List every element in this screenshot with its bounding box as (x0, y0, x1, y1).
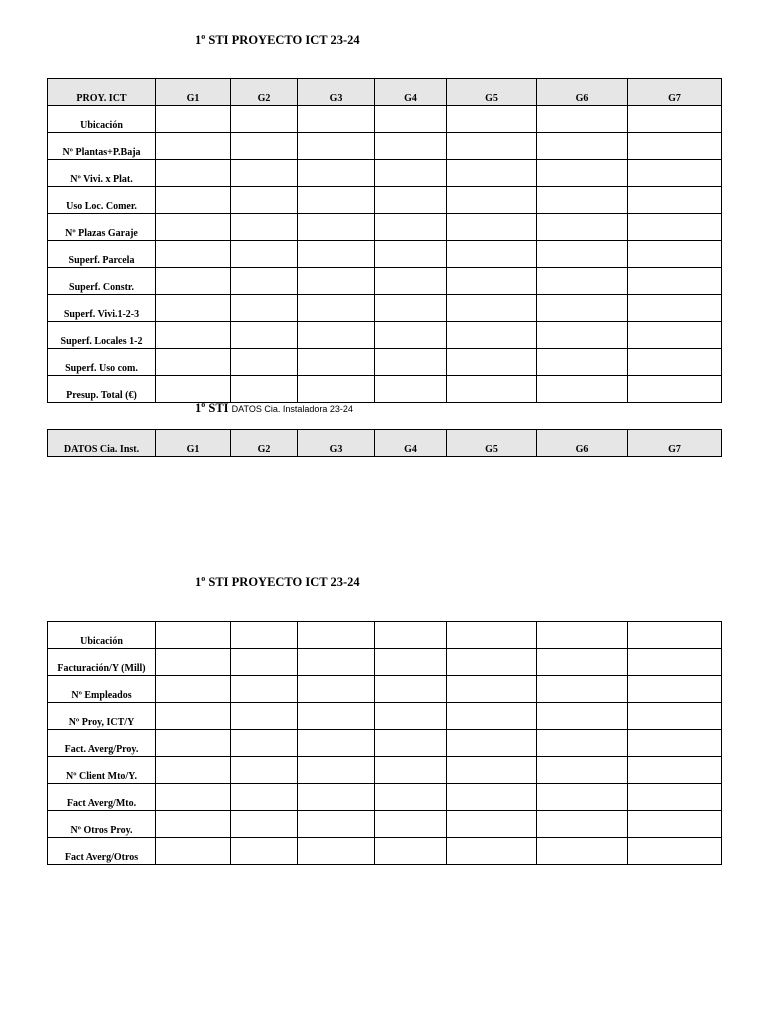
data-cell-g5[interactable] (447, 268, 537, 295)
data-cell-g5[interactable] (447, 187, 537, 214)
data-cell-g4[interactable] (375, 106, 447, 133)
datos-cia-table (47, 429, 722, 457)
section1-title-num: 1 (195, 33, 202, 47)
data-cell-g2[interactable] (231, 730, 298, 757)
data-cell-g7[interactable] (628, 622, 722, 649)
column-header-g5: G5 (447, 79, 537, 106)
row-label: Nº Vivi. x Plat. (48, 160, 156, 187)
data-cell-g5[interactable] (447, 241, 537, 268)
data-cell-g2[interactable] (231, 241, 298, 268)
data-cell-g7[interactable] (628, 295, 722, 322)
table-row (48, 295, 722, 322)
data-cell-g1[interactable] (156, 187, 231, 214)
data-cell-g3[interactable] (298, 703, 375, 730)
data-cell-g5[interactable] (447, 784, 537, 811)
table-row (48, 160, 722, 187)
section3-title-num: 1 (195, 575, 202, 589)
section2-title-sup: o (201, 400, 206, 409)
table-row (48, 676, 722, 703)
data-cell-g2[interactable] (231, 160, 298, 187)
column-header-g3: G3 (298, 79, 375, 106)
table-row (48, 838, 722, 865)
data-cell-g3[interactable] (298, 322, 375, 349)
data-cell-g4[interactable] (375, 349, 447, 376)
row-label: Nº Client Mto/Y. (48, 757, 156, 784)
table-row (48, 322, 722, 349)
data-cell-g5[interactable] (447, 133, 537, 160)
data-cell-g7[interactable] (628, 649, 722, 676)
data-cell-g4[interactable] (375, 811, 447, 838)
proyecto-ict-table (47, 78, 722, 403)
data-cell-g2[interactable] (231, 703, 298, 730)
empresa-data-table (47, 621, 722, 865)
data-cell-g5[interactable] (447, 214, 537, 241)
data-cell-g2[interactable] (231, 811, 298, 838)
section1-title-sup: o (201, 32, 206, 41)
data-cell-g2[interactable] (231, 133, 298, 160)
data-cell-g1[interactable] (156, 214, 231, 241)
data-cell-g6[interactable] (537, 349, 628, 376)
row-label: Superf. Locales 1-2 (48, 322, 156, 349)
data-cell-g7[interactable] (628, 133, 722, 160)
data-cell-g6[interactable] (537, 214, 628, 241)
section3-title-text: STI PROYECTO ICT 23-24 (205, 575, 360, 589)
data-cell-g4[interactable] (375, 838, 447, 865)
row-label: Nº Plazas Garaje (48, 214, 156, 241)
data-cell-g5[interactable] (447, 676, 537, 703)
data-cell-g1[interactable] (156, 322, 231, 349)
data-cell-g4[interactable] (375, 133, 447, 160)
data-cell-g3[interactable] (298, 838, 375, 865)
data-cell-g1[interactable] (156, 730, 231, 757)
table-header-row (48, 430, 722, 457)
data-cell-g1[interactable] (156, 811, 231, 838)
row-label: Ubicación (48, 106, 156, 133)
table-row (48, 784, 722, 811)
header-label-cell: PROY. ICT (48, 79, 156, 106)
data-cell-g3[interactable] (298, 676, 375, 703)
data-cell-g3[interactable] (298, 187, 375, 214)
data-cell-g5[interactable] (447, 649, 537, 676)
data-cell-g6[interactable] (537, 649, 628, 676)
data-cell-g2[interactable] (231, 214, 298, 241)
data-cell-g3[interactable] (298, 376, 375, 403)
data-cell-g7[interactable] (628, 187, 722, 214)
column-header-g7: G7 (628, 430, 722, 457)
table-row (48, 214, 722, 241)
row-label: Ubicación (48, 622, 156, 649)
data-cell-g2[interactable] (231, 622, 298, 649)
data-cell-g4[interactable] (375, 322, 447, 349)
data-cell-g6[interactable] (537, 811, 628, 838)
table-header-row (48, 79, 722, 106)
row-label: Nº Proy, ICT/Y (48, 703, 156, 730)
data-cell-g6[interactable] (537, 133, 628, 160)
table-row (48, 703, 722, 730)
row-label: Nº Empleados (48, 676, 156, 703)
data-cell-g2[interactable] (231, 268, 298, 295)
data-cell-g4[interactable] (375, 784, 447, 811)
column-header-g1: G1 (156, 430, 231, 457)
table-row (48, 349, 722, 376)
row-label: Facturación/Y (Mill) (48, 649, 156, 676)
column-header-g2: G2 (231, 79, 298, 106)
data-cell-g2[interactable] (231, 295, 298, 322)
data-cell-g4[interactable] (375, 376, 447, 403)
data-cell-g7[interactable] (628, 376, 722, 403)
data-cell-g3[interactable] (298, 730, 375, 757)
data-cell-g6[interactable] (537, 730, 628, 757)
data-cell-g2[interactable] (231, 376, 298, 403)
section2-title-num: 1 (195, 401, 202, 415)
data-cell-g2[interactable] (231, 757, 298, 784)
table-row (48, 649, 722, 676)
table-row (48, 376, 722, 403)
data-cell-g3[interactable] (298, 349, 375, 376)
data-cell-g1[interactable] (156, 676, 231, 703)
data-cell-g7[interactable] (628, 106, 722, 133)
column-header-g7: G7 (628, 79, 722, 106)
data-cell-g4[interactable] (375, 187, 447, 214)
data-cell-g5[interactable] (447, 838, 537, 865)
data-cell-g3[interactable] (298, 622, 375, 649)
data-cell-g7[interactable] (628, 730, 722, 757)
data-cell-g7[interactable] (628, 160, 722, 187)
data-cell-g5[interactable] (447, 349, 537, 376)
data-cell-g6[interactable] (537, 838, 628, 865)
data-cell-g6[interactable] (537, 187, 628, 214)
column-header-g1: G1 (156, 79, 231, 106)
row-label: Presup. Total (€) (48, 376, 156, 403)
data-cell-g4[interactable] (375, 295, 447, 322)
table-row (48, 622, 722, 649)
data-cell-g6[interactable] (537, 106, 628, 133)
data-cell-g5[interactable] (447, 322, 537, 349)
data-cell-g5[interactable] (447, 757, 537, 784)
data-cell-g2[interactable] (231, 784, 298, 811)
data-cell-g1[interactable] (156, 268, 231, 295)
data-cell-g7[interactable] (628, 241, 722, 268)
data-cell-g7[interactable] (628, 214, 722, 241)
data-cell-g1[interactable] (156, 376, 231, 403)
data-cell-g1[interactable] (156, 160, 231, 187)
table-row (48, 811, 722, 838)
data-cell-g6[interactable] (537, 376, 628, 403)
row-label: Nº Otros Proy. (48, 811, 156, 838)
data-cell-g7[interactable] (628, 349, 722, 376)
column-header-g6: G6 (537, 430, 628, 457)
header-label-cell: DATOS Cia. Inst. (48, 430, 156, 457)
data-cell-g6[interactable] (537, 757, 628, 784)
data-cell-g6[interactable] (537, 241, 628, 268)
row-label: Nº Plantas+P.Baja (48, 133, 156, 160)
row-label: Superf. Uso com. (48, 349, 156, 376)
data-cell-g1[interactable] (156, 133, 231, 160)
column-header-g5: G5 (447, 430, 537, 457)
data-cell-g3[interactable] (298, 241, 375, 268)
data-cell-g1[interactable] (156, 106, 231, 133)
data-cell-g5[interactable] (447, 811, 537, 838)
section3-title (195, 575, 360, 590)
data-cell-g3[interactable] (298, 268, 375, 295)
data-cell-g5[interactable] (447, 622, 537, 649)
data-cell-g7[interactable] (628, 784, 722, 811)
data-cell-g1[interactable] (156, 241, 231, 268)
data-cell-g1[interactable] (156, 784, 231, 811)
row-label: Superf. Constr. (48, 268, 156, 295)
data-cell-g1[interactable] (156, 295, 231, 322)
data-cell-g4[interactable] (375, 241, 447, 268)
column-header-g2: G2 (231, 430, 298, 457)
data-cell-g4[interactable] (375, 268, 447, 295)
data-cell-g3[interactable] (298, 106, 375, 133)
data-cell-g6[interactable] (537, 703, 628, 730)
data-cell-g1[interactable] (156, 649, 231, 676)
table-row (48, 268, 722, 295)
data-cell-g1[interactable] (156, 349, 231, 376)
data-cell-g2[interactable] (231, 187, 298, 214)
data-cell-g4[interactable] (375, 160, 447, 187)
data-cell-g7[interactable] (628, 268, 722, 295)
row-label: Fact Averg/Mto. (48, 784, 156, 811)
data-cell-g1[interactable] (156, 838, 231, 865)
data-cell-g7[interactable] (628, 838, 722, 865)
column-header-g6: G6 (537, 79, 628, 106)
data-cell-g7[interactable] (628, 757, 722, 784)
data-cell-g2[interactable] (231, 349, 298, 376)
section2-title (195, 401, 353, 416)
data-cell-g2[interactable] (231, 322, 298, 349)
data-cell-g1[interactable] (156, 622, 231, 649)
section1-title (195, 33, 360, 48)
data-cell-g5[interactable] (447, 295, 537, 322)
column-header-g4: G4 (375, 79, 447, 106)
section1-title-text: STI PROYECTO ICT 23-24 (205, 33, 360, 47)
column-header-g3: G3 (298, 430, 375, 457)
data-cell-g7[interactable] (628, 676, 722, 703)
data-cell-g3[interactable] (298, 214, 375, 241)
data-cell-g4[interactable] (375, 214, 447, 241)
table-row (48, 187, 722, 214)
data-cell-g4[interactable] (375, 757, 447, 784)
data-cell-g3[interactable] (298, 784, 375, 811)
section2-title-text: STI (205, 401, 232, 415)
data-cell-g4[interactable] (375, 676, 447, 703)
data-cell-g5[interactable] (447, 160, 537, 187)
row-label: Superf. Parcela (48, 241, 156, 268)
data-cell-g6[interactable] (537, 322, 628, 349)
data-cell-g4[interactable] (375, 649, 447, 676)
row-label: Fact. Averg/Proy. (48, 730, 156, 757)
data-cell-g5[interactable] (447, 703, 537, 730)
data-cell-g5[interactable] (447, 730, 537, 757)
data-cell-g4[interactable] (375, 622, 447, 649)
table-row (48, 757, 722, 784)
data-cell-g3[interactable] (298, 811, 375, 838)
data-cell-g2[interactable] (231, 106, 298, 133)
row-label: Uso Loc. Comer. (48, 187, 156, 214)
data-cell-g3[interactable] (298, 757, 375, 784)
table-row (48, 730, 722, 757)
data-cell-g6[interactable] (537, 622, 628, 649)
data-cell-g6[interactable] (537, 268, 628, 295)
data-cell-g3[interactable] (298, 133, 375, 160)
data-cell-g6[interactable] (537, 295, 628, 322)
table-row (48, 106, 722, 133)
row-label: Superf. Vivi.1-2-3 (48, 295, 156, 322)
data-cell-g2[interactable] (231, 676, 298, 703)
data-cell-g6[interactable] (537, 784, 628, 811)
table-row (48, 241, 722, 268)
data-cell-g1[interactable] (156, 757, 231, 784)
data-cell-g4[interactable] (375, 730, 447, 757)
data-cell-g5[interactable] (447, 376, 537, 403)
row-label: Fact Averg/Otros (48, 838, 156, 865)
data-cell-g6[interactable] (537, 676, 628, 703)
data-cell-g7[interactable] (628, 322, 722, 349)
data-cell-g5[interactable] (447, 106, 537, 133)
section2-title-small: DATOS Cia. Instaladora 23-24 (231, 404, 353, 414)
data-cell-g4[interactable] (375, 703, 447, 730)
section3-title-sup: o (201, 574, 206, 583)
data-cell-g7[interactable] (628, 703, 722, 730)
column-header-g4: G4 (375, 430, 447, 457)
data-cell-g3[interactable] (298, 649, 375, 676)
data-cell-g2[interactable] (231, 649, 298, 676)
data-cell-g6[interactable] (537, 160, 628, 187)
table-row (48, 133, 722, 160)
data-cell-g3[interactable] (298, 160, 375, 187)
data-cell-g2[interactable] (231, 838, 298, 865)
data-cell-g7[interactable] (628, 811, 722, 838)
data-cell-g1[interactable] (156, 703, 231, 730)
data-cell-g3[interactable] (298, 295, 375, 322)
